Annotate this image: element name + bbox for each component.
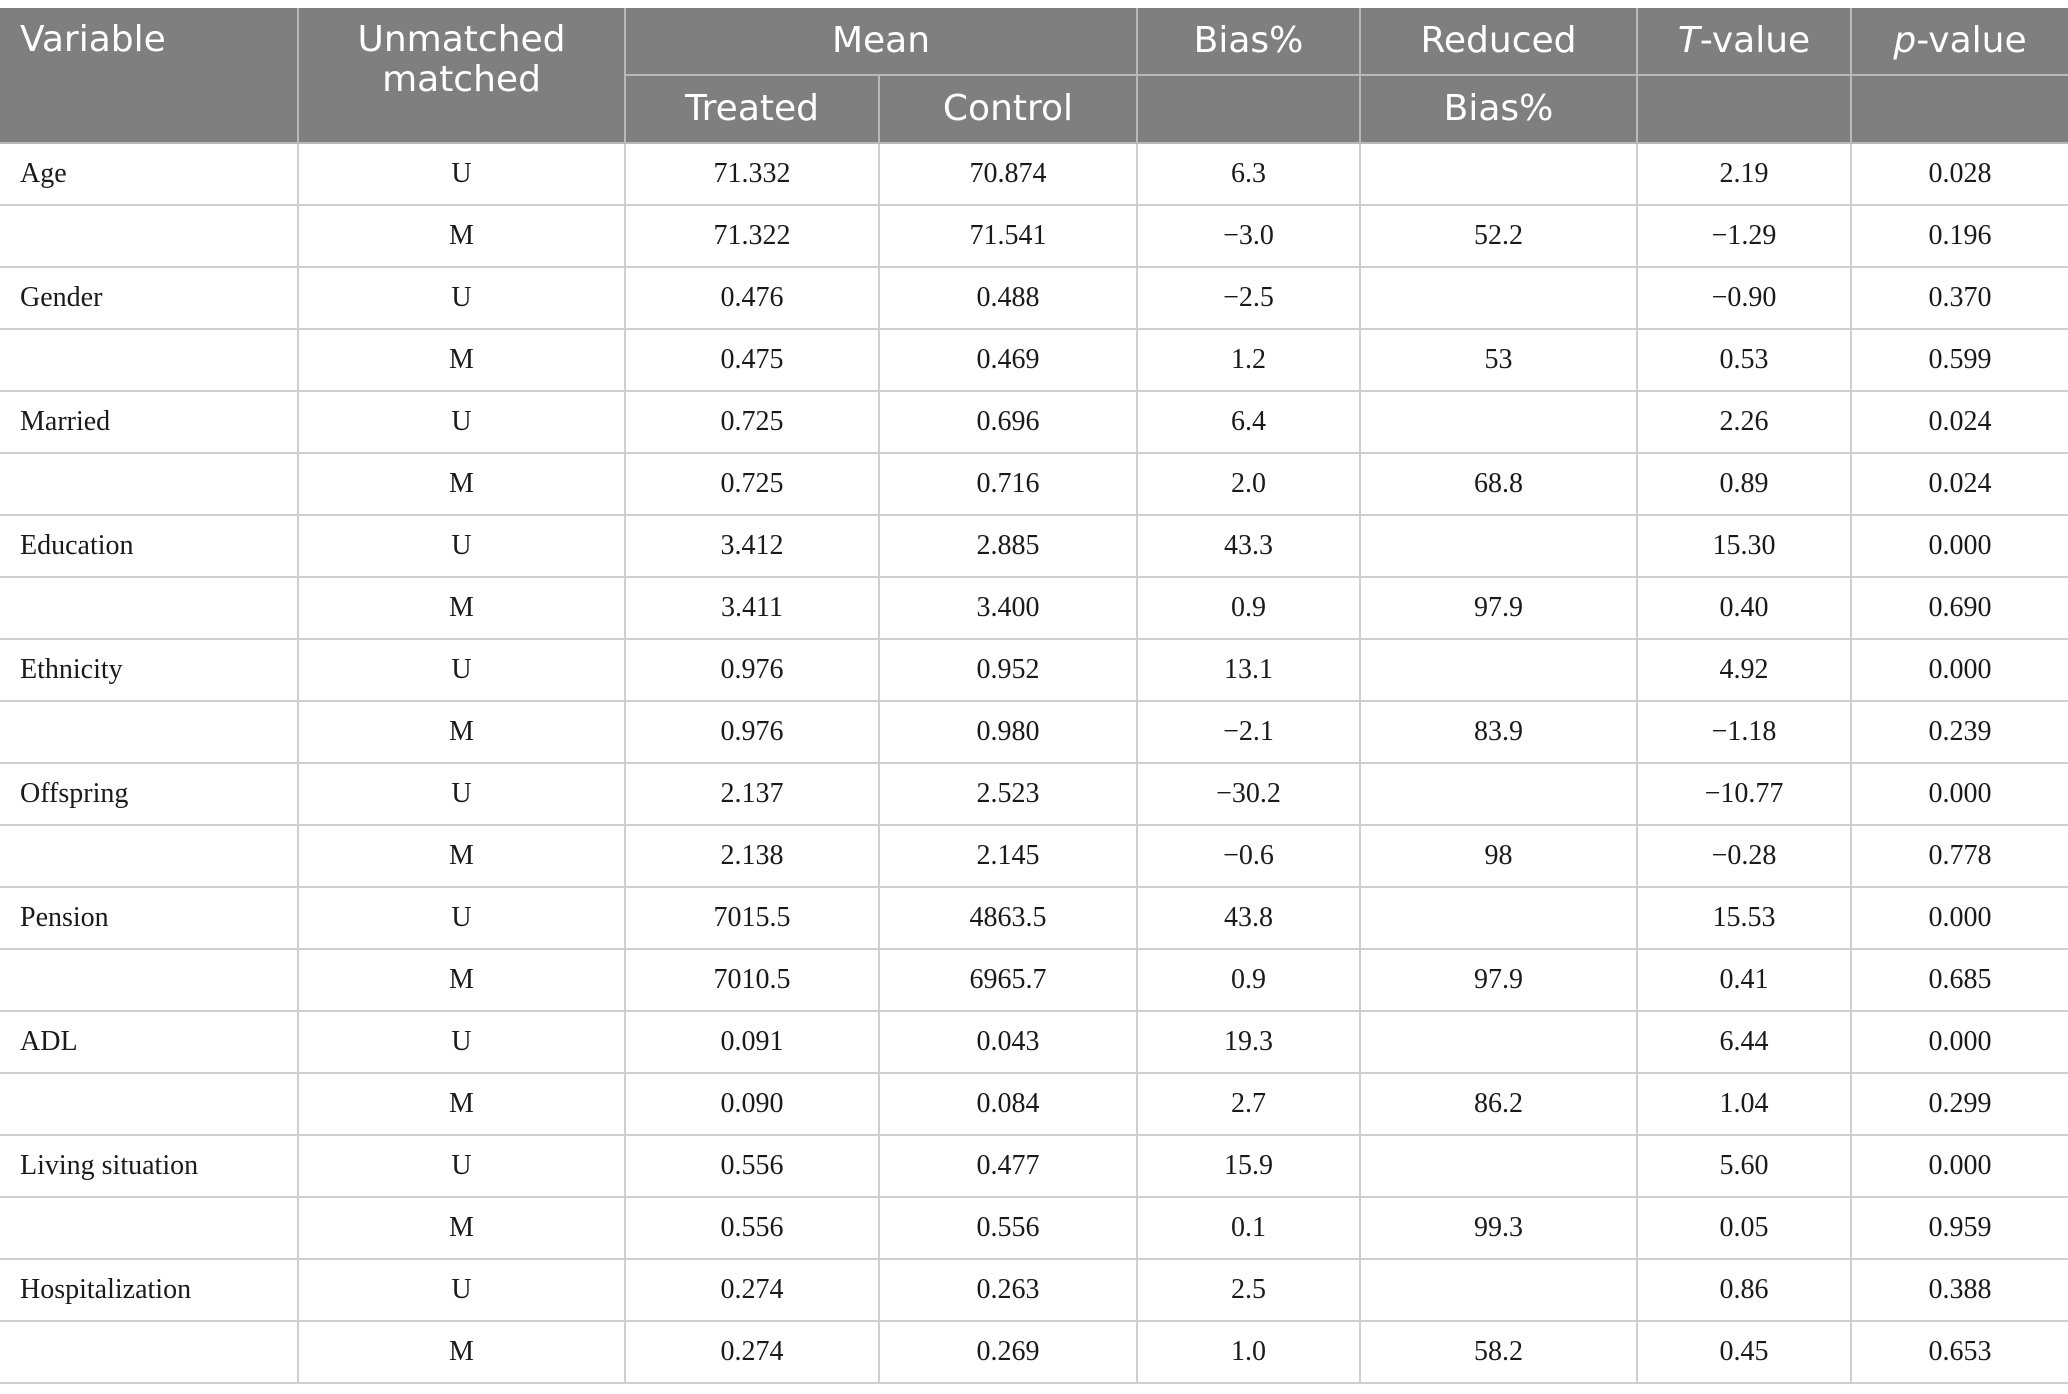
cell-control-mean: 70.874 — [879, 143, 1137, 205]
header-mean: Mean — [625, 8, 1137, 75]
cell-unmatched-matched: M — [298, 1197, 625, 1259]
cell-p-value: 0.388 — [1851, 1259, 2068, 1321]
cell-p-value: 0.024 — [1851, 391, 2068, 453]
table-row — [0, 949, 2068, 1011]
cell-treated-mean: 0.476 — [625, 267, 879, 329]
cell-reduced-bias — [1360, 143, 1637, 205]
cell-bias: −30.2 — [1137, 763, 1360, 825]
table-row — [0, 391, 2068, 453]
cell-t-value: −0.90 — [1637, 267, 1851, 329]
cell-variable — [0, 205, 298, 267]
cell-treated-mean: 0.976 — [625, 701, 879, 763]
cell-control-mean: 0.716 — [879, 453, 1137, 515]
table-row — [0, 639, 2068, 701]
cell-p-value: 0.778 — [1851, 825, 2068, 887]
cell-unmatched-matched: M — [298, 825, 625, 887]
cell-unmatched-matched: U — [298, 763, 625, 825]
cell-bias: 1.2 — [1137, 329, 1360, 391]
cell-bias: 2.5 — [1137, 1259, 1360, 1321]
header-t-blank — [1637, 75, 1851, 143]
cell-control-mean: 0.980 — [879, 701, 1137, 763]
cell-bias: 19.3 — [1137, 1011, 1360, 1073]
cell-control-mean: 2.145 — [879, 825, 1137, 887]
table-row — [0, 1073, 2068, 1135]
cell-treated-mean: 0.274 — [625, 1321, 879, 1383]
cell-t-value: 0.05 — [1637, 1197, 1851, 1259]
cell-treated-mean: 0.556 — [625, 1135, 879, 1197]
cell-variable — [0, 329, 298, 391]
cell-unmatched-matched: U — [298, 515, 625, 577]
cell-variable: Living situation — [0, 1135, 298, 1197]
cell-p-value: 0.000 — [1851, 887, 2068, 949]
cell-p-value: 0.690 — [1851, 577, 2068, 639]
cell-bias: 0.9 — [1137, 949, 1360, 1011]
cell-unmatched-matched: M — [298, 453, 625, 515]
table-row — [0, 577, 2068, 639]
cell-variable — [0, 1197, 298, 1259]
cell-p-value: 0.370 — [1851, 267, 2068, 329]
header-p-value: p-value — [1851, 8, 2068, 75]
cell-t-value: 0.40 — [1637, 577, 1851, 639]
cell-bias: 6.3 — [1137, 143, 1360, 205]
table-row — [0, 267, 2068, 329]
psm-balance-table — [0, 8, 2068, 1384]
header-treated: Treated — [625, 75, 879, 143]
header-bias: Bias% — [1137, 8, 1360, 75]
cell-treated-mean: 0.556 — [625, 1197, 879, 1259]
table-row — [0, 329, 2068, 391]
cell-control-mean: 2.885 — [879, 515, 1137, 577]
cell-p-value: 0.239 — [1851, 701, 2068, 763]
cell-variable: Hospitalization — [0, 1259, 298, 1321]
cell-variable — [0, 577, 298, 639]
cell-variable: Education — [0, 515, 298, 577]
cell-t-value: 0.86 — [1637, 1259, 1851, 1321]
cell-variable — [0, 701, 298, 763]
cell-variable: Age — [0, 143, 298, 205]
header-p-blank — [1851, 75, 2068, 143]
cell-variable: ADL — [0, 1011, 298, 1073]
cell-bias: −2.5 — [1137, 267, 1360, 329]
cell-unmatched-matched: U — [298, 1011, 625, 1073]
cell-t-value: 2.19 — [1637, 143, 1851, 205]
table-row — [0, 701, 2068, 763]
cell-unmatched-matched: M — [298, 1321, 625, 1383]
cell-bias: 43.3 — [1137, 515, 1360, 577]
header-unmatched-matched: Unmatched matched — [298, 8, 625, 143]
cell-t-value: −10.77 — [1637, 763, 1851, 825]
cell-t-value: 0.45 — [1637, 1321, 1851, 1383]
header-bias-blank — [1137, 75, 1360, 143]
cell-control-mean: 0.952 — [879, 639, 1137, 701]
cell-bias: −3.0 — [1137, 205, 1360, 267]
cell-reduced-bias: 68.8 — [1360, 453, 1637, 515]
cell-variable: Married — [0, 391, 298, 453]
cell-t-value: 0.53 — [1637, 329, 1851, 391]
cell-bias: −0.6 — [1137, 825, 1360, 887]
cell-treated-mean: 0.725 — [625, 453, 879, 515]
cell-control-mean: 2.523 — [879, 763, 1137, 825]
cell-t-value: 5.60 — [1637, 1135, 1851, 1197]
cell-bias: 15.9 — [1137, 1135, 1360, 1197]
table-row — [0, 1011, 2068, 1073]
cell-control-mean: 71.541 — [879, 205, 1137, 267]
cell-reduced-bias — [1360, 639, 1637, 701]
cell-variable: Ethnicity — [0, 639, 298, 701]
cell-treated-mean: 71.332 — [625, 143, 879, 205]
header-variable: Variable — [0, 8, 298, 143]
cell-t-value: 0.89 — [1637, 453, 1851, 515]
cell-variable: Offspring — [0, 763, 298, 825]
cell-treated-mean: 0.091 — [625, 1011, 879, 1073]
cell-unmatched-matched: M — [298, 205, 625, 267]
cell-treated-mean: 7010.5 — [625, 949, 879, 1011]
cell-unmatched-matched: M — [298, 949, 625, 1011]
cell-control-mean: 0.469 — [879, 329, 1137, 391]
cell-p-value: 0.653 — [1851, 1321, 2068, 1383]
cell-unmatched-matched: U — [298, 639, 625, 701]
table-row — [0, 1135, 2068, 1197]
cell-variable: Gender — [0, 267, 298, 329]
cell-treated-mean: 0.475 — [625, 329, 879, 391]
cell-treated-mean: 0.090 — [625, 1073, 879, 1135]
cell-treated-mean: 71.322 — [625, 205, 879, 267]
cell-control-mean: 0.263 — [879, 1259, 1137, 1321]
cell-unmatched-matched: U — [298, 143, 625, 205]
cell-t-value: 4.92 — [1637, 639, 1851, 701]
cell-bias: −2.1 — [1137, 701, 1360, 763]
cell-reduced-bias — [1360, 1135, 1637, 1197]
cell-t-value: −1.29 — [1637, 205, 1851, 267]
cell-unmatched-matched: U — [298, 887, 625, 949]
cell-control-mean: 0.696 — [879, 391, 1137, 453]
cell-control-mean: 0.043 — [879, 1011, 1137, 1073]
cell-unmatched-matched: U — [298, 1135, 625, 1197]
cell-reduced-bias: 98 — [1360, 825, 1637, 887]
header-reduced-bias: Bias% — [1360, 75, 1637, 143]
cell-reduced-bias: 86.2 — [1360, 1073, 1637, 1135]
cell-control-mean: 0.084 — [879, 1073, 1137, 1135]
cell-p-value: 0.028 — [1851, 143, 2068, 205]
cell-treated-mean: 0.976 — [625, 639, 879, 701]
cell-unmatched-matched: M — [298, 329, 625, 391]
table-row — [0, 763, 2068, 825]
cell-treated-mean: 2.137 — [625, 763, 879, 825]
header-reduced: Reduced — [1360, 8, 1637, 75]
cell-variable — [0, 949, 298, 1011]
table-row — [0, 205, 2068, 267]
cell-bias: 13.1 — [1137, 639, 1360, 701]
cell-control-mean: 0.556 — [879, 1197, 1137, 1259]
cell-variable — [0, 453, 298, 515]
cell-control-mean: 6965.7 — [879, 949, 1137, 1011]
table-header — [0, 8, 2068, 143]
cell-bias: 0.9 — [1137, 577, 1360, 639]
cell-p-value: 0.024 — [1851, 453, 2068, 515]
cell-treated-mean: 2.138 — [625, 825, 879, 887]
cell-reduced-bias: 99.3 — [1360, 1197, 1637, 1259]
cell-control-mean: 0.477 — [879, 1135, 1137, 1197]
cell-t-value: 1.04 — [1637, 1073, 1851, 1135]
cell-p-value: 0.000 — [1851, 763, 2068, 825]
cell-unmatched-matched: U — [298, 267, 625, 329]
cell-reduced-bias — [1360, 1259, 1637, 1321]
cell-bias: 6.4 — [1137, 391, 1360, 453]
cell-p-value: 0.000 — [1851, 515, 2068, 577]
cell-p-value: 0.599 — [1851, 329, 2068, 391]
cell-t-value: −0.28 — [1637, 825, 1851, 887]
table-row — [0, 515, 2068, 577]
cell-bias: 43.8 — [1137, 887, 1360, 949]
cell-reduced-bias — [1360, 391, 1637, 453]
cell-reduced-bias — [1360, 887, 1637, 949]
cell-reduced-bias: 53 — [1360, 329, 1637, 391]
cell-reduced-bias: 58.2 — [1360, 1321, 1637, 1383]
cell-reduced-bias: 97.9 — [1360, 949, 1637, 1011]
table-row — [0, 1197, 2068, 1259]
cell-p-value: 0.959 — [1851, 1197, 2068, 1259]
cell-p-value: 0.000 — [1851, 639, 2068, 701]
table-row — [0, 1259, 2068, 1321]
table-body — [0, 143, 2068, 1383]
cell-reduced-bias — [1360, 1011, 1637, 1073]
cell-unmatched-matched: M — [298, 577, 625, 639]
table-row — [0, 887, 2068, 949]
table-row — [0, 1321, 2068, 1383]
cell-unmatched-matched: U — [298, 391, 625, 453]
cell-bias: 1.0 — [1137, 1321, 1360, 1383]
table-row — [0, 825, 2068, 887]
cell-p-value: 0.196 — [1851, 205, 2068, 267]
cell-p-value: 0.000 — [1851, 1135, 2068, 1197]
cell-treated-mean: 0.274 — [625, 1259, 879, 1321]
cell-unmatched-matched: M — [298, 701, 625, 763]
cell-t-value: 15.53 — [1637, 887, 1851, 949]
cell-reduced-bias — [1360, 267, 1637, 329]
cell-p-value: 0.685 — [1851, 949, 2068, 1011]
cell-unmatched-matched: U — [298, 1259, 625, 1321]
cell-treated-mean: 3.412 — [625, 515, 879, 577]
cell-t-value: −1.18 — [1637, 701, 1851, 763]
cell-bias: 0.1 — [1137, 1197, 1360, 1259]
cell-treated-mean: 3.411 — [625, 577, 879, 639]
cell-variable — [0, 825, 298, 887]
cell-reduced-bias: 97.9 — [1360, 577, 1637, 639]
cell-control-mean: 4863.5 — [879, 887, 1137, 949]
cell-reduced-bias — [1360, 763, 1637, 825]
cell-variable — [0, 1321, 298, 1383]
cell-reduced-bias: 83.9 — [1360, 701, 1637, 763]
table-row — [0, 453, 2068, 515]
cell-bias: 2.0 — [1137, 453, 1360, 515]
cell-treated-mean: 0.725 — [625, 391, 879, 453]
header-control: Control — [879, 75, 1137, 143]
cell-reduced-bias — [1360, 515, 1637, 577]
cell-t-value: 2.26 — [1637, 391, 1851, 453]
cell-bias: 2.7 — [1137, 1073, 1360, 1135]
cell-variable — [0, 1073, 298, 1135]
cell-unmatched-matched: M — [298, 1073, 625, 1135]
table-row — [0, 143, 2068, 205]
header-t-value: T-value — [1637, 8, 1851, 75]
cell-t-value: 15.30 — [1637, 515, 1851, 577]
cell-t-value: 6.44 — [1637, 1011, 1851, 1073]
cell-control-mean: 0.488 — [879, 267, 1137, 329]
cell-p-value: 0.299 — [1851, 1073, 2068, 1135]
cell-t-value: 0.41 — [1637, 949, 1851, 1011]
cell-control-mean: 3.400 — [879, 577, 1137, 639]
cell-reduced-bias: 52.2 — [1360, 205, 1637, 267]
cell-p-value: 0.000 — [1851, 1011, 2068, 1073]
cell-treated-mean: 7015.5 — [625, 887, 879, 949]
cell-variable: Pension — [0, 887, 298, 949]
cell-control-mean: 0.269 — [879, 1321, 1137, 1383]
